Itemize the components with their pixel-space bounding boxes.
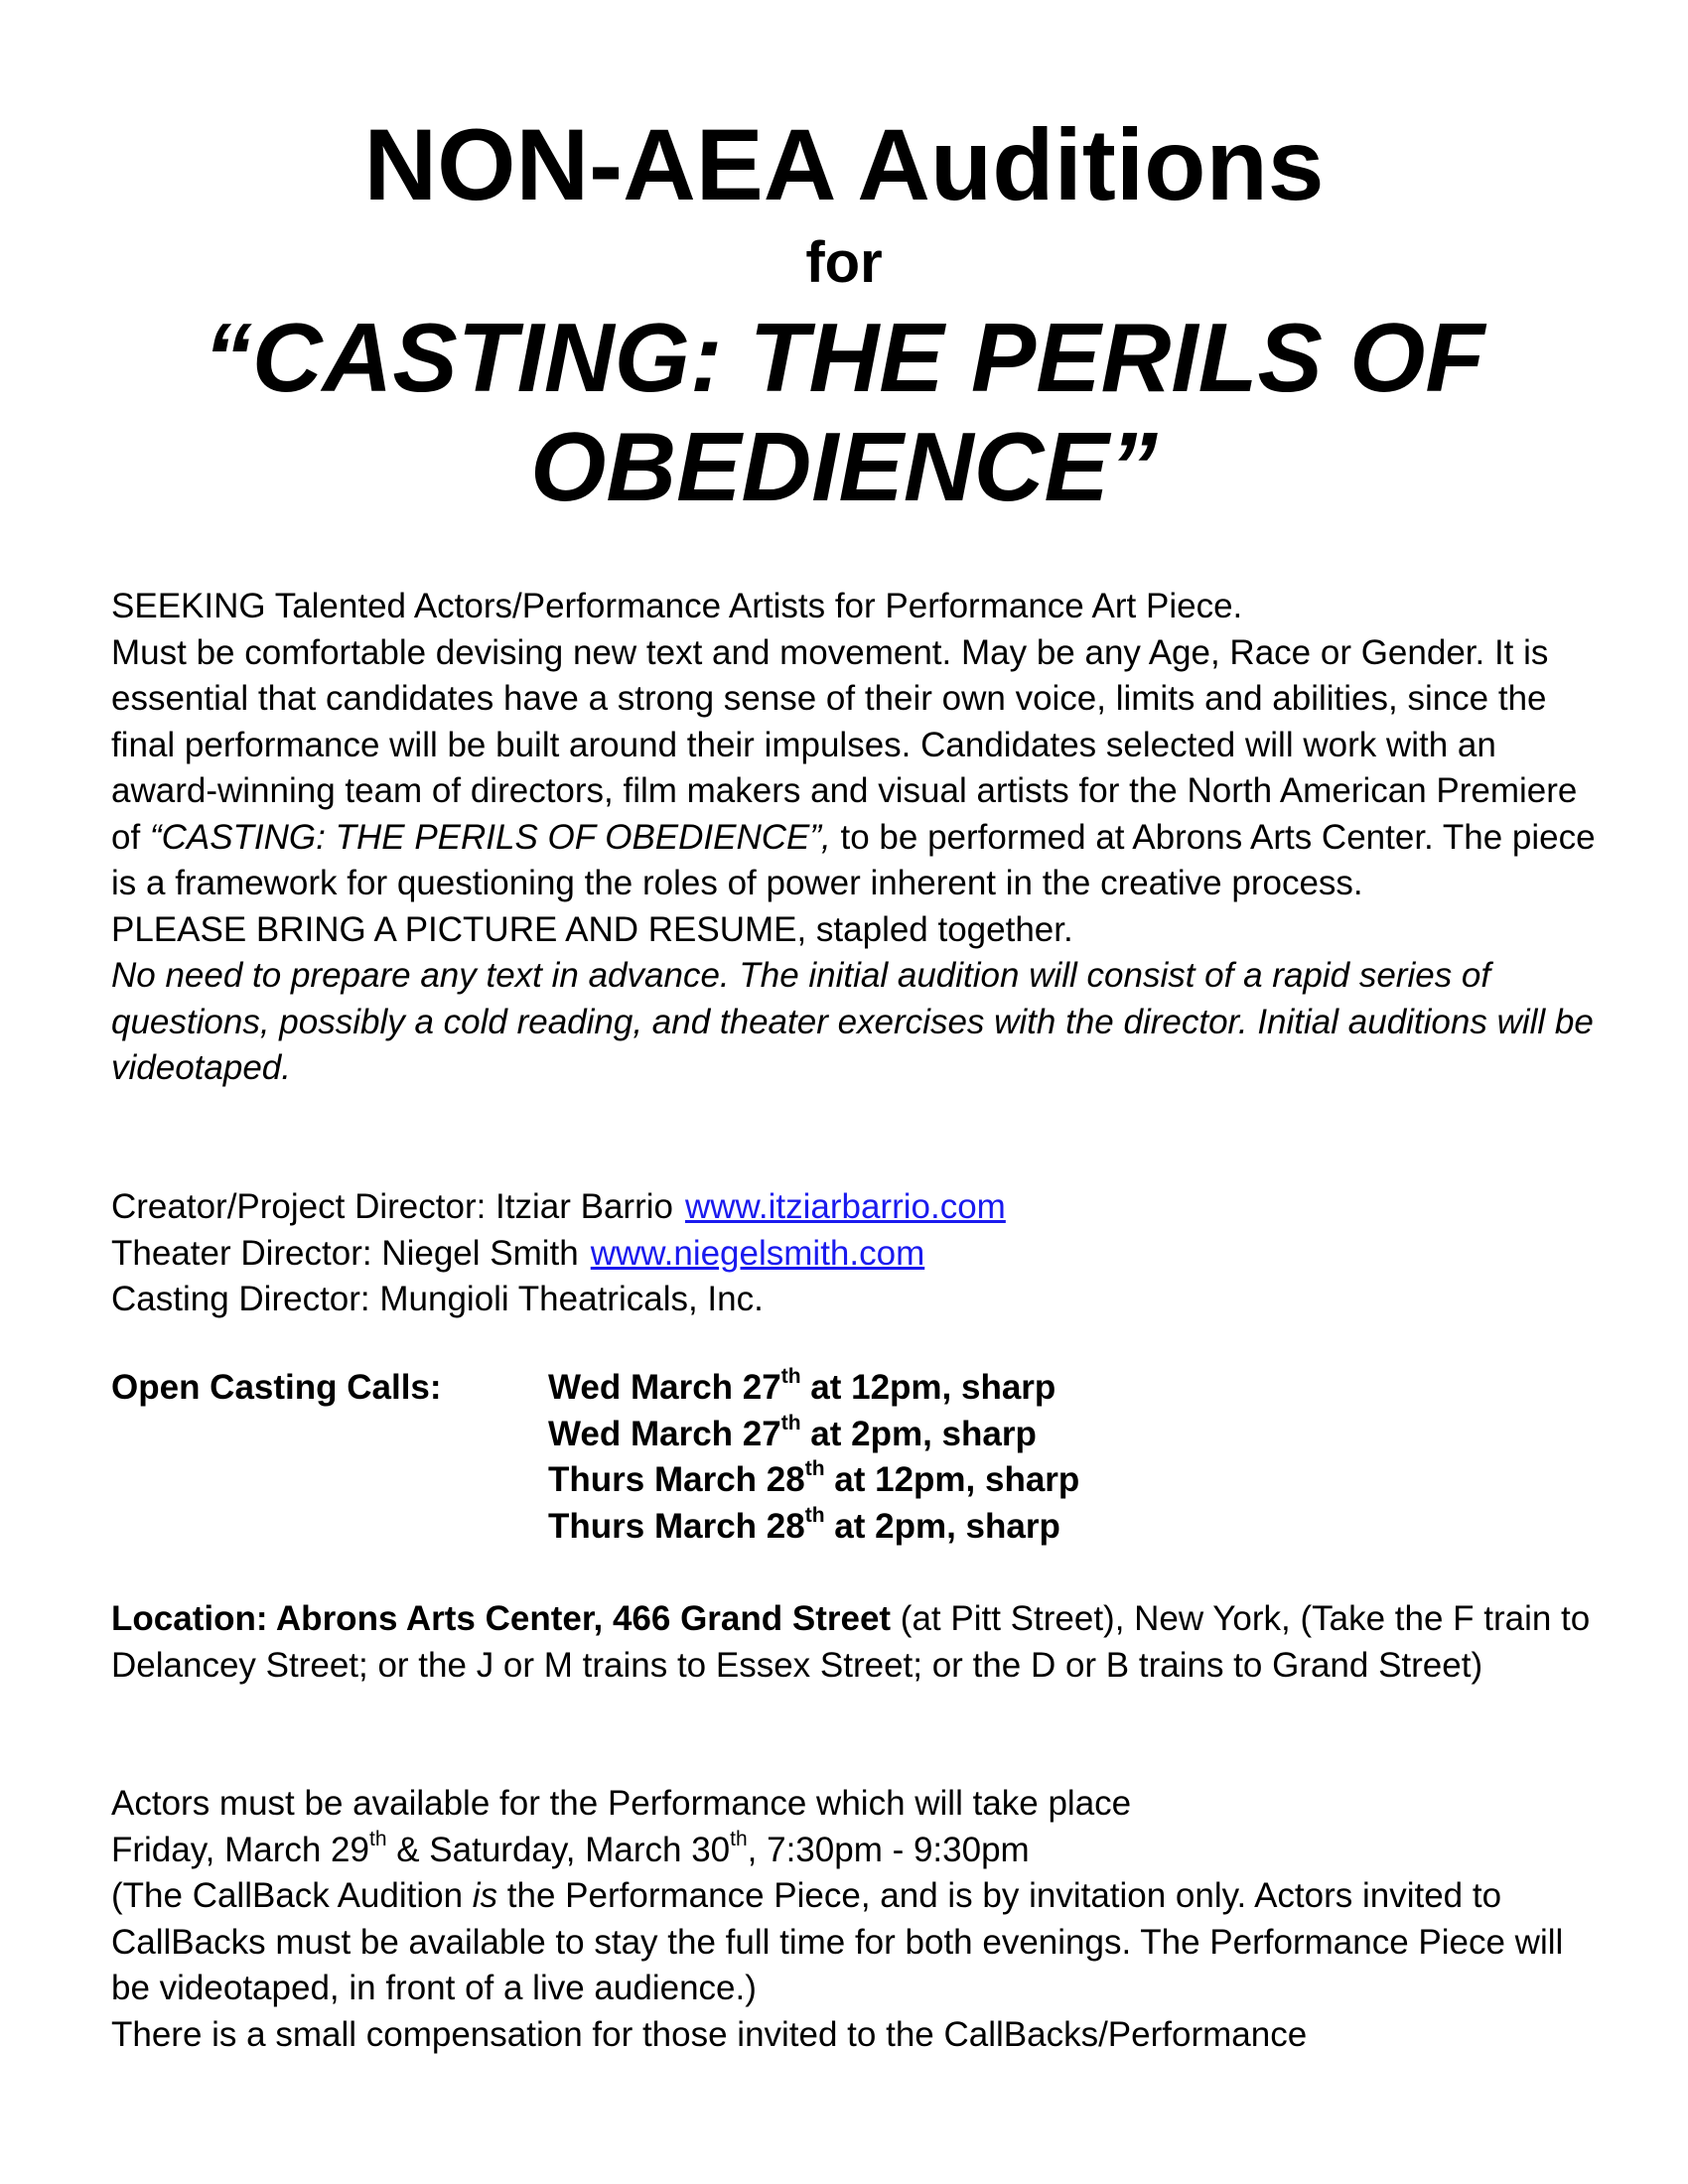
date-suffix: th — [730, 1827, 748, 1850]
theater-website-link[interactable]: www.niegelsmith.com — [590, 1233, 925, 1273]
casting-call-item — [548, 1457, 1079, 1504]
page-title: NON-AEA Auditions — [363, 108, 1325, 221]
call-time: at 2pm, sharp — [800, 1414, 1037, 1453]
creator-line — [111, 1184, 1601, 1231]
call-day: Thurs March 28 — [548, 1506, 805, 1546]
desc-start: Must be comfortable devising new text and movement. May be any Age, Race or Gender. It is essential that candidates have a strong sense of their own voice, limits and abilities, since the final performance will be built around their impulses. Candidates selected will work with an award-winning team of directors, film makers and visual artists for the North American Premiere of — [111, 632, 1578, 857]
theater-director-line — [111, 1231, 1601, 1278]
compensation-line: There is a small compensation for those invited to the CallBacks/Performance — [111, 2014, 1308, 2054]
availability-section — [111, 1781, 1601, 2058]
show-title-line1: “CASTING: THE PERILS OF — [203, 303, 1485, 412]
call-suffix: th — [804, 1457, 825, 1481]
casting-calls-section — [111, 1365, 1601, 1550]
location-directions: (at Pitt Street), New York, (Take the F train to Delancey Street; or the J or M trains to Essex Street; or the D or B trains to Grand Street) — [111, 1599, 1591, 1685]
casting-call-item — [548, 1504, 1079, 1551]
desc-end: to be performed at Abrons Arts Center. The piece is a framework for questioning the roles of power inherent in the creative process. — [111, 817, 1596, 902]
seeking-section — [111, 584, 1601, 1092]
performance-dates — [111, 1828, 1601, 1874]
casting-calls-label: Open Casting Calls: — [111, 1368, 442, 1407]
date-suffix: th — [369, 1827, 387, 1850]
call-suffix: th — [804, 1503, 825, 1527]
call-time: at 12pm, sharp — [824, 1460, 1080, 1499]
casting-call-item — [548, 1365, 1079, 1412]
audition-note: No need to prepare any text in advance. The initial audition will consist of a rapid series of questions, possibly a cold reading, and theater exercises with the director. Initial auditions will be videotaped. — [111, 956, 1594, 1087]
location-label: Location: Abrons Arts Center, 466 Grand Street — [111, 1599, 892, 1638]
seeking-line: SEEKING Talented Actors/Performance Artists for Performance Art Piece. — [111, 587, 1243, 625]
call-time: at 2pm, sharp — [824, 1506, 1060, 1546]
date-friday: Friday, March 29 — [111, 1830, 369, 1869]
seeking-description — [111, 630, 1601, 907]
creator-label: Creator/Project Director: Itziar Barrio — [111, 1187, 673, 1226]
date-saturday: & Saturday, March 30 — [386, 1830, 731, 1869]
call-time: at 12pm, sharp — [800, 1368, 1056, 1407]
show-title — [0, 303, 1688, 521]
credits-section — [111, 1184, 1601, 1323]
call-day: Wed March 27 — [548, 1368, 781, 1407]
location-text — [111, 1596, 1601, 1689]
theater-label: Theater Director: Niegel Smith — [111, 1233, 579, 1273]
call-suffix: th — [780, 1411, 801, 1434]
casting-call-item — [548, 1412, 1079, 1458]
availability-line: Actors must be available for the Performance which will take place — [111, 1784, 1132, 1823]
call-day: Wed March 27 — [548, 1414, 781, 1453]
creator-website-link[interactable]: www.itziarbarrio.com — [684, 1187, 1006, 1226]
call-suffix: th — [780, 1365, 801, 1389]
callback-note — [111, 1873, 1601, 2012]
callback-end: the Performance Piece, and is by invitation only. Actors invited to CallBacks must be available to stay the full time for both evenings. The Performance Piece will be videotaped, in front of a live audience.) — [111, 1876, 1564, 2007]
show-title-line2: OBEDIENCE” — [530, 412, 1158, 521]
casting-director-line: Casting Director: Mungioli Theatricals, Inc. — [111, 1280, 764, 1318]
location-section — [111, 1596, 1601, 1689]
desc-show-title: “CASTING: THE PERILS OF OBEDIENCE”, — [149, 817, 831, 857]
casting-calls-list — [548, 1365, 1079, 1550]
callback-start: (The CallBack Audition — [111, 1876, 473, 1915]
title-for: for — [805, 230, 883, 295]
callback-is: is — [472, 1876, 498, 1915]
bring-line: PLEASE BRING A PICTURE AND RESUME, stapled together. — [111, 909, 1073, 949]
performance-time: , 7:30pm - 9:30pm — [747, 1830, 1030, 1869]
call-day: Thurs March 28 — [548, 1460, 805, 1499]
